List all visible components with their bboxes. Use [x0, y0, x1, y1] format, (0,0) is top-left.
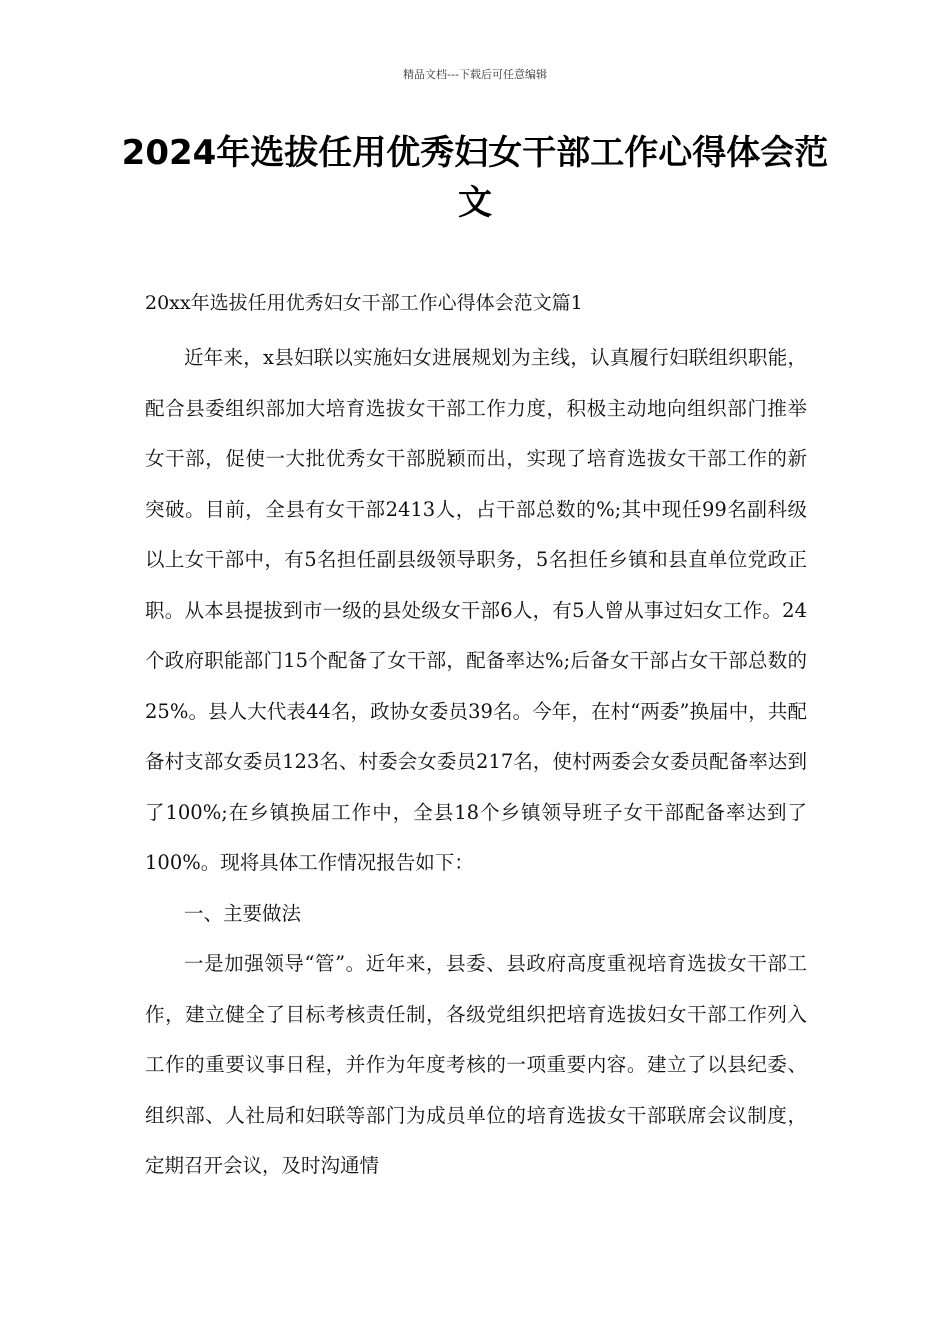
paragraph: 一是加强领导“管”。近年来，县委、县政府高度重视培育选拔女干部工作，建立健全了目标考核责任制，各级党组织把培育选拔妇女干部工作列入工作的重要议事日程，并作为年度考核的一项重要内容。建立了以县纪委、组织部、人社局和妇联等部门为成员单位的培育选拔女干部联席会议制度，定期召开会议，及时沟通情: [145, 952, 807, 1177]
section-subtitle: 20xx年选拔任用优秀妇女干部工作心得体会范文篇1: [145, 292, 583, 314]
section-heading: 一、主要做法: [184, 901, 302, 925]
body-text: [145, 333, 807, 1192]
paragraph: 近年来，x县妇联以实施妇女进展规划为主线，认真履行妇联组织职能，配合县委组织部加大培育选拔女干部工作力度，积极主动地向组织部门推举女干部，促使一大批优秀女干部脱颖而出，实现了培育选拔女干部工作的新突破。目前，全县有女干部2413人，占干部总数的%;其中现任99名副科级以上女干部中，有5名担任副县级领导职务，5名担任乡镇和县直单位党政正职。从本县提拔到市一级的县处级女干部6人，有5人曾从事过妇女工作。24个政府职能部门15个配备了女干部，配备率达%;后备女干部占女干部总数的25%。县人大代表44名，政协女委员39名。今年，在村“两委”换届中，共配备村支部女委员123名、村委会女委员217名，使村两委会女委员配备率达到了100%;在乡镇换届工作中，全县18个乡镇领导班子女干部配备率达到了100%。现将具体工作情况报告如下：: [145, 346, 807, 874]
document-title: 2024年选拔任用优秀妇女干部工作心得体会范文: [121, 133, 829, 223]
header-note: 精品文档---下载后可任意编辑: [403, 68, 547, 81]
